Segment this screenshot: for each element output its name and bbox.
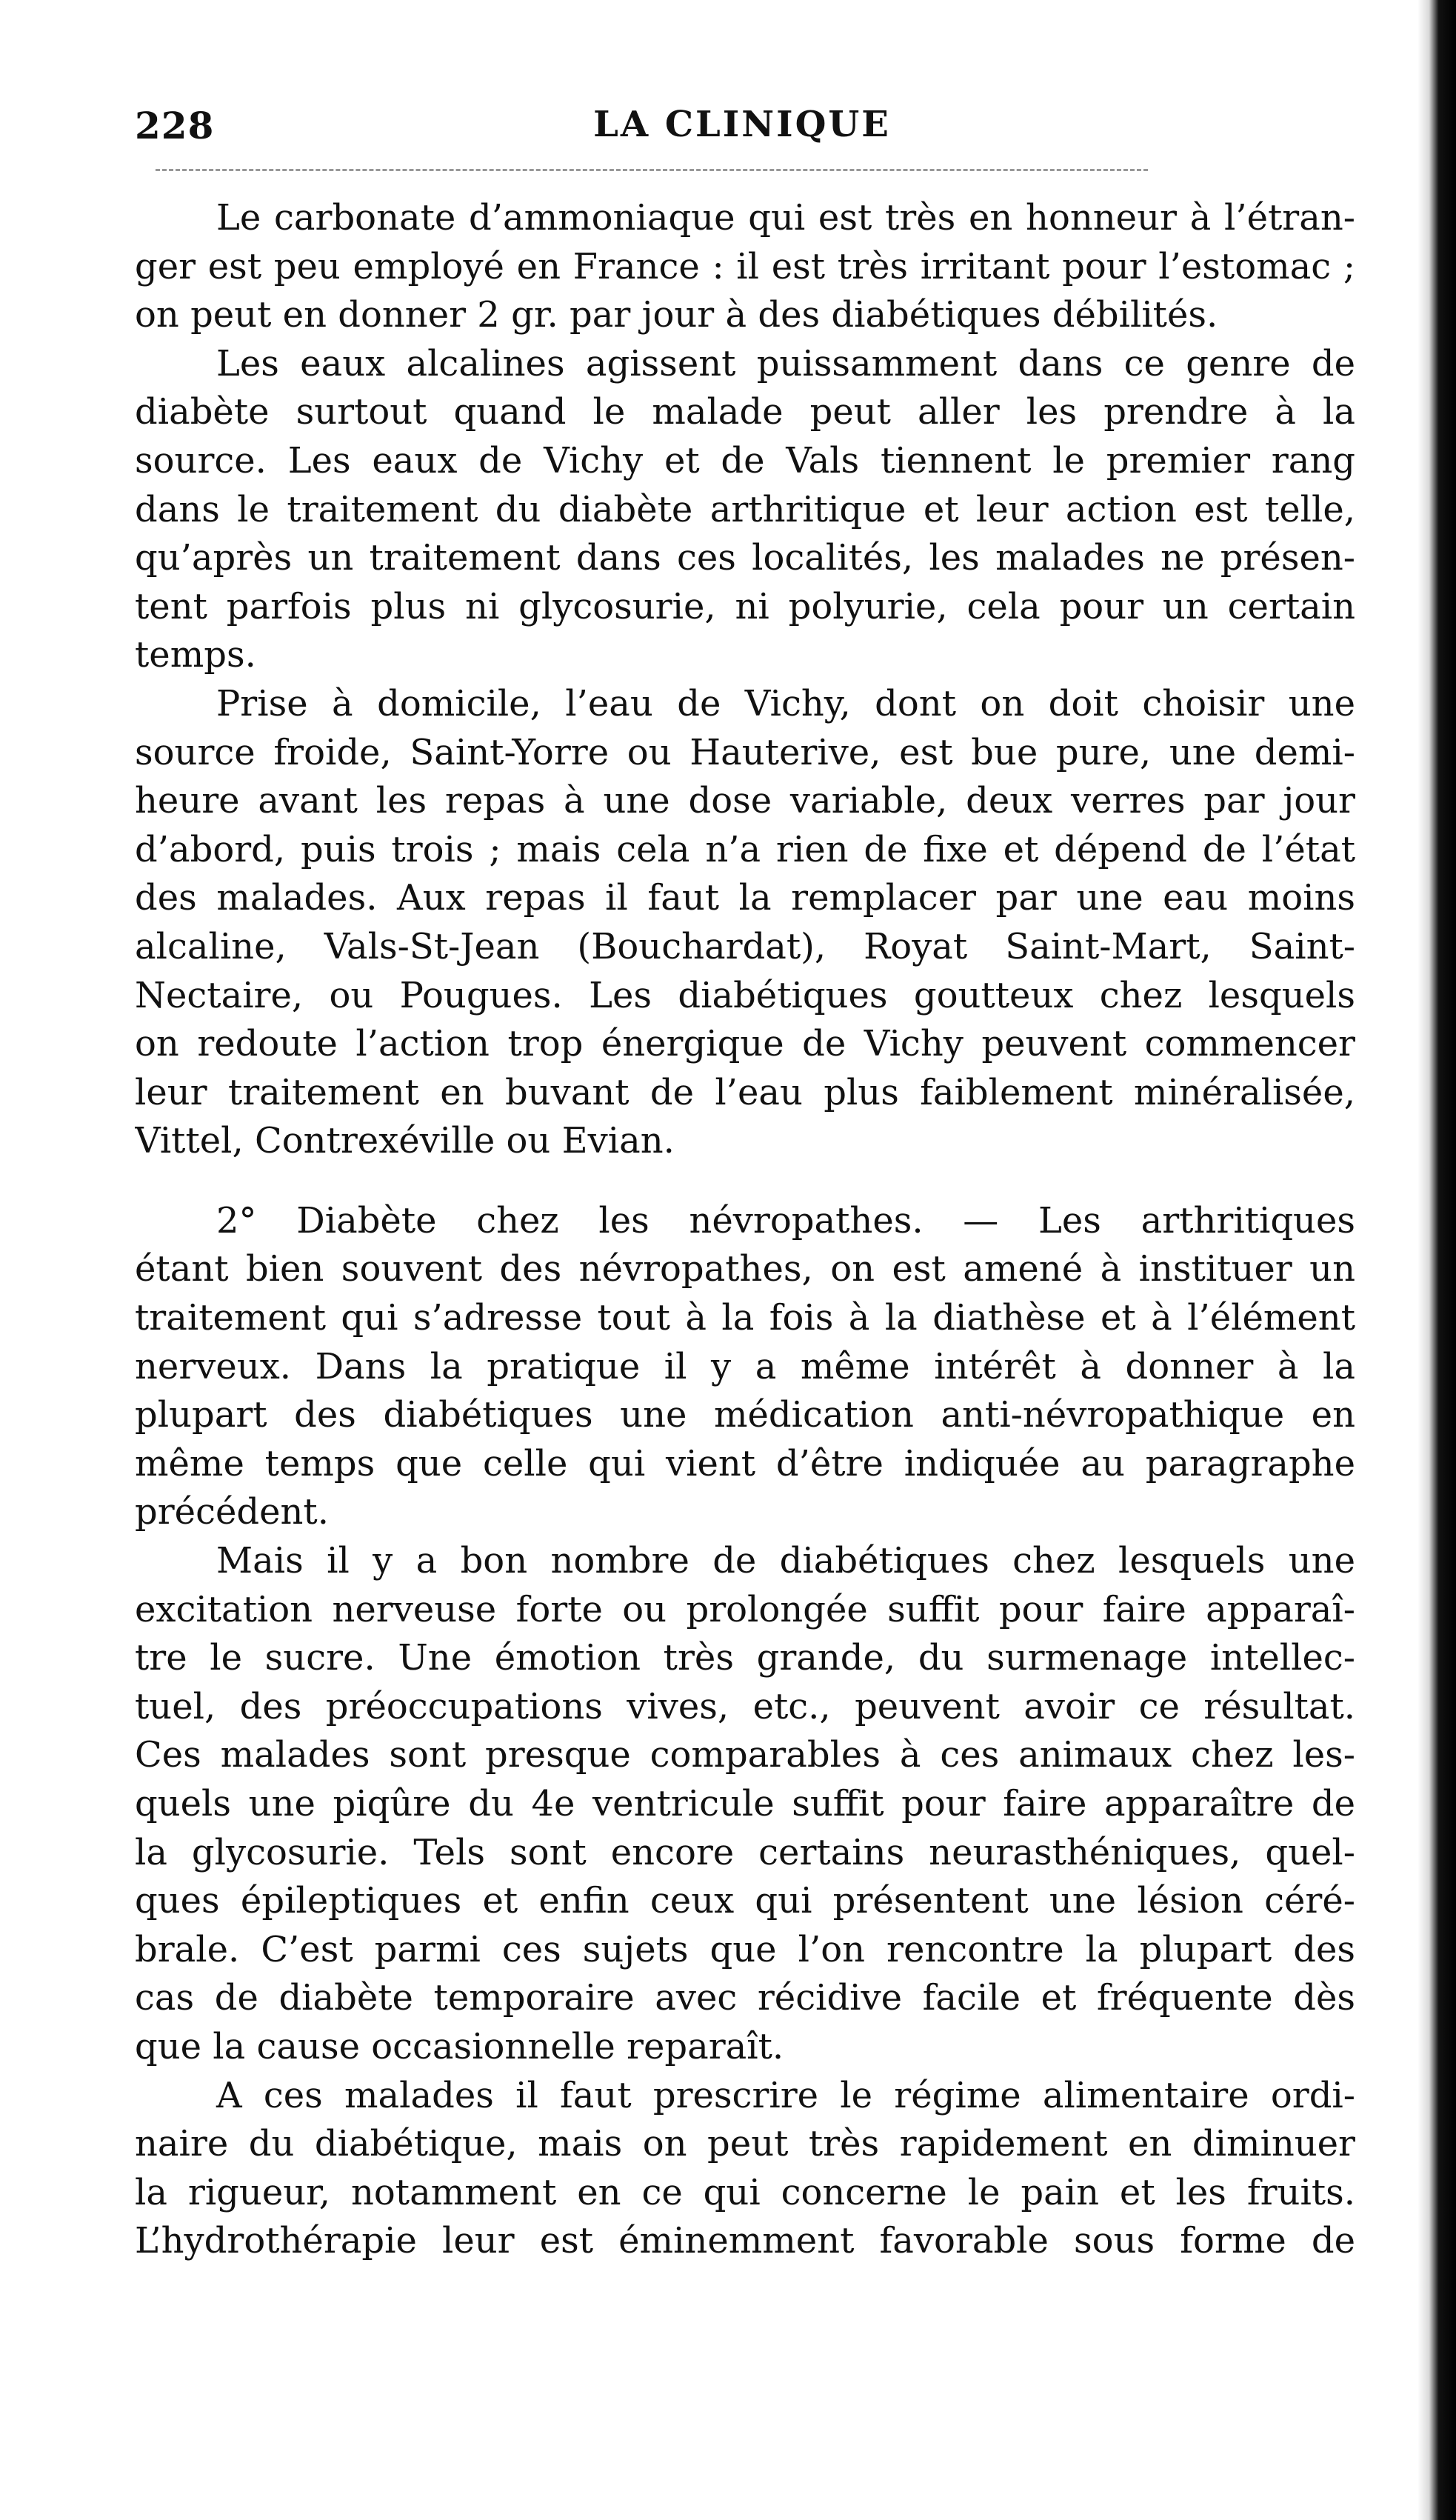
text-line: ger est peu employé en France : il est très irritant pour l’estomac ; xyxy=(135,245,1355,287)
text-line: traitement qui s’adresse tout à la fois à la diathèse et à l’élément xyxy=(135,1297,1355,1339)
text-line: la rigueur, notamment en ce qui concerne le pain et les fruits. xyxy=(135,2171,1355,2213)
text-line: leur traitement en buvant de l’eau plus faiblement minéralisée, xyxy=(135,1071,1355,1113)
running-title: LA CLINIQUE xyxy=(593,104,891,145)
text-line: source. Les eaux de Vichy et de Vals tiennent le premier rang xyxy=(135,439,1355,481)
text-line: L’hydrothérapie leur est éminemment favorable sous forme de xyxy=(135,2220,1355,2262)
text-line: ques épileptiques et enfin ceux qui présentent une lésion céré- xyxy=(135,1880,1355,1922)
text-line: nerveux. Dans la pratique il y a même intérêt à donner à la xyxy=(135,1345,1355,1387)
text-line: Prise à domicile, l’eau de Vichy, dont on doit choisir une xyxy=(216,682,1355,724)
text-line: source froide, Saint-Yorre ou Hauterive, est bue pure, une demi- xyxy=(135,731,1355,773)
text-line: naire du diabétique, mais on peut très rapidement en diminuer xyxy=(135,2123,1355,2165)
text-line: cas de diabète temporaire avec récidive facile et fréquente dès xyxy=(135,1977,1355,2019)
text-line: plupart des diabétiques une médication anti-névropathique en xyxy=(135,1394,1355,1436)
text-line: tuel, des préoccupations vives, etc., peuvent avoir ce résultat. xyxy=(135,1685,1355,1727)
text-line: Ces malades sont presque comparables à ces animaux chez les- xyxy=(135,1734,1355,1776)
page-number: 228 xyxy=(135,104,215,147)
text-line: heure avant les repas à une dose variable, deux verres par jour xyxy=(135,780,1355,822)
text-line: tent parfois plus ni glycosurie, ni polyurie, cela pour un certain xyxy=(135,585,1355,627)
text-line: tre le sucre. Une émotion très grande, du surmenage intellec- xyxy=(135,1637,1355,1679)
text-line: Le carbonate d’ammoniaque qui est très en honneur à l’étran- xyxy=(216,197,1355,239)
header-rule xyxy=(156,169,1148,171)
text-line: étant bien souvent des névropathes, on est amené à instituer un xyxy=(135,1248,1355,1290)
text-line: on peut en donner 2 gr. par jour à des diabétiques débilités. xyxy=(135,294,1218,336)
text-line: Les eaux alcalines agissent puissamment dans ce genre de xyxy=(216,342,1355,384)
section-heading-line: 2° Diabète chez les névropathes. — Les arthritiques xyxy=(216,1199,1355,1241)
text-line: Mais il y a bon nombre de diabétiques chez lesquels une xyxy=(216,1540,1355,1582)
text-line: diabète surtout quand le malade peut aller les prendre à la xyxy=(135,391,1355,433)
text-line: même temps que celle qui vient d’être indiquée au paragraphe xyxy=(135,1442,1355,1484)
text-line: Vittel, Contrexéville ou Evian. xyxy=(135,1120,675,1162)
text-line: des malades. Aux repas il faut la remplacer par une eau moins xyxy=(135,877,1355,919)
text-line: on redoute l’action trop énergique de Vichy peuvent commencer xyxy=(135,1023,1355,1065)
text-line: Nectaire, ou Pougues. Les diabétiques goutteux chez lesquels xyxy=(135,974,1355,1016)
text-line: qu’après un traitement dans ces localités, les malades ne présen- xyxy=(135,537,1355,579)
text-line: quels une piqûre du 4e ventricule suffit pour faire apparaître de xyxy=(135,1783,1355,1824)
text-line: dans le traitement du diabète arthritique et leur action est telle, xyxy=(135,488,1355,530)
body-text xyxy=(135,194,1355,2266)
text-line: que la cause occasionnelle reparaît. xyxy=(135,2025,784,2067)
text-line: excitation nerveuse forte ou prolongée suffit pour faire apparaî- xyxy=(135,1588,1355,1630)
text-line: alcaline, Vals-St-Jean (Bouchardat), Royat Saint-Mart, Saint- xyxy=(135,925,1355,967)
text-line: la glycosurie. Tels sont encore certains neurasthéniques, quel- xyxy=(135,1831,1355,1873)
scan-edge-shadow xyxy=(1417,0,1456,2520)
text-line: brale. C’est parmi ces sujets que l’on rencontre la plupart des xyxy=(135,1928,1355,1970)
text-line: d’abord, puis trois ; mais cela n’a rien de fixe et dépend de l’état xyxy=(135,828,1355,870)
text-line: temps. xyxy=(135,634,256,676)
text-line: A ces malades il faut prescrire le régime alimentaire ordi- xyxy=(216,2074,1355,2116)
text-line: précédent. xyxy=(135,1491,329,1533)
page-header xyxy=(135,104,1349,163)
